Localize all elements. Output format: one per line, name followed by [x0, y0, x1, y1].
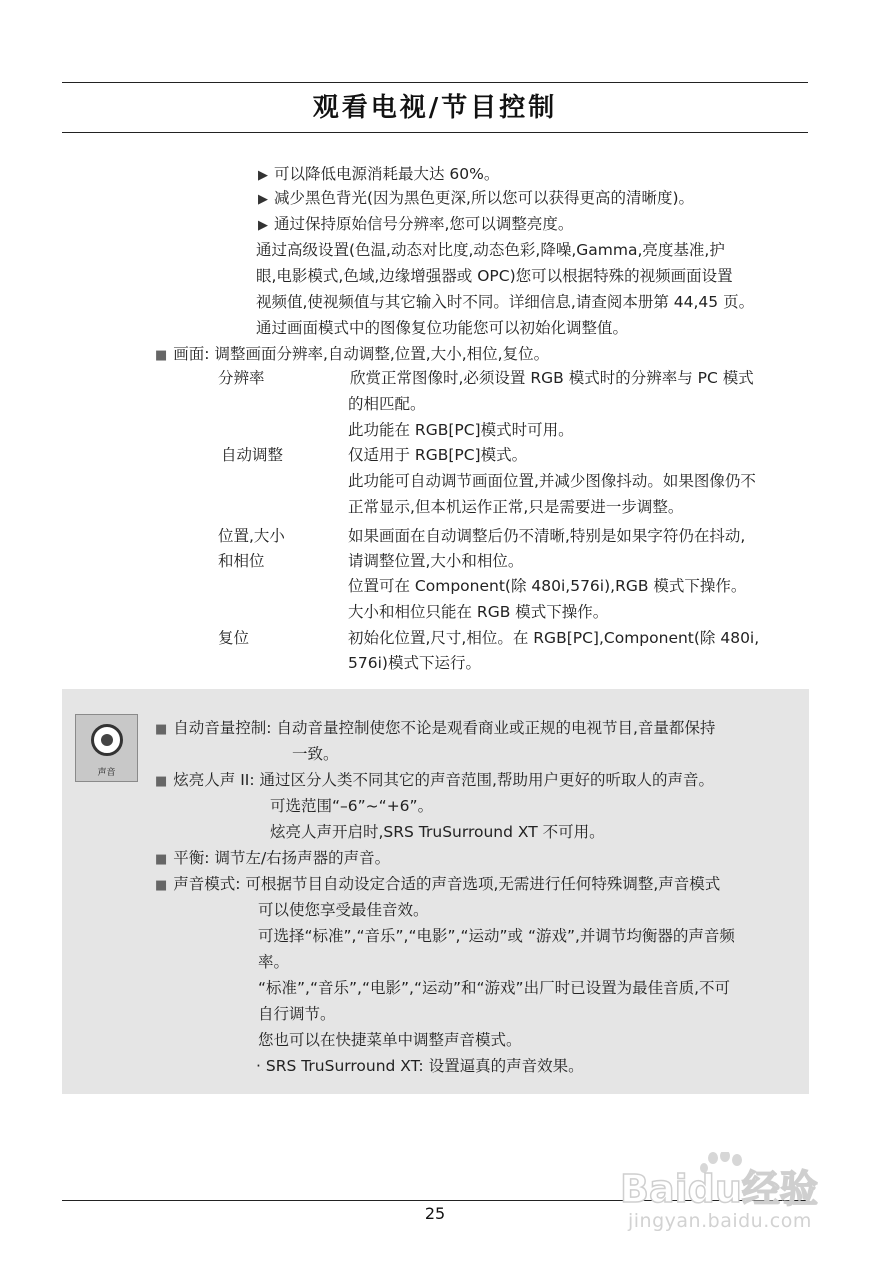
page-title: 观看电视/节目控制	[312, 93, 558, 123]
clear-voice-item: ■ 炫亮人声 II: 通过区分人类不同其它的声音范围,帮助用户更好的听取人的声音。	[155, 771, 714, 789]
clear-voice-line: 可选范围“–6”~“+6”。	[270, 797, 434, 815]
triangle-bullet-icon: ▶	[258, 192, 268, 207]
position-term: 位置,大小	[218, 527, 285, 545]
intro-paragraph-line: 视频值,使视频值与其它输入时不同。详细信息,请查阅本册第 44,45 页。	[256, 293, 755, 311]
sound-mode-line: 您也可以在快捷菜单中调整声音模式。	[258, 1031, 522, 1049]
triangle-bullet-icon: ▶	[258, 168, 268, 183]
position-desc-line: 大小和相位只能在 RGB 模式下操作。	[348, 603, 609, 621]
position-desc-line: 如果画面在自动调整后仍不清晰,特别是如果字符仍在抖动,	[348, 527, 746, 545]
intro-paragraph-line: 眼,电影模式,色域,边缘增强器或 OPC)您可以根据特殊的视频画面设置	[256, 267, 733, 285]
clear-voice-line: 炫亮人声开启时,SRS TruSurround XT 不可用。	[270, 823, 605, 841]
sound-mode-line: 自行调节。	[258, 1005, 336, 1023]
triangle-bullet-icon: ▶	[258, 218, 268, 233]
picture-heading: ■ 画面: 调整画面分辨率,自动调整,位置,大小,相位,复位。	[155, 345, 550, 363]
top-rule	[62, 82, 808, 83]
auto-adjust-desc-line: 此功能可自动调节画面位置,并减少图像抖动。如果图像仍不	[348, 472, 756, 490]
intro-bullet: ▶ 减少黑色背光(因为黑色更深,所以您可以获得更高的清晰度)。	[258, 189, 695, 207]
auto-adjust-desc-line: 仅适用于 RGB[PC]模式。	[348, 446, 528, 464]
square-bullet-icon: ■	[155, 774, 168, 789]
speaker-cone	[91, 724, 123, 756]
auto-adjust-term: 自动调整	[221, 446, 284, 464]
sound-mode-line: · SRS TruSurround XT: 设置逼真的声音效果。	[256, 1057, 584, 1075]
intro-paragraph-line: 通过画面模式中的图像复位功能您可以初始化调整值。	[256, 319, 629, 337]
square-bullet-icon: ■	[155, 878, 168, 893]
square-bullet-icon: ■	[155, 852, 168, 867]
page-number: 25	[424, 1204, 446, 1223]
sound-mode-line: 可选择“标准”,“音乐”,“电影”,“运动”或 “游戏”,并调节均衡器的声音频	[258, 927, 735, 945]
title-rule	[62, 132, 808, 133]
sound-mode-line: 率。	[258, 953, 290, 971]
intro-bullet: ▶ 通过保持原始信号分辨率,您可以调整亮度。	[258, 215, 574, 233]
sound-mode-item: ■ 声音模式: 可根据节目自动设定合适的声音选项,无需进行任何特殊调整,声音模式	[155, 875, 721, 893]
auto-volume-line: 一致。	[292, 745, 339, 763]
balance-item: ■ 平衡: 调节左/右扬声器的声音。	[155, 849, 391, 867]
auto-adjust-desc-line: 正常显示,但本机运作正常,只是需要进一步调整。	[348, 498, 684, 516]
baidu-watermark-url: jingyan.baidu.com	[628, 1210, 812, 1232]
baidu-watermark-logo	[618, 1152, 818, 1208]
reset-desc-line: 576i)模式下运行。	[348, 654, 481, 672]
baidu-watermark-text: Baidu经验	[620, 1167, 818, 1208]
sound-mode-line: “标准”,“音乐”,“电影”,“运动”和“游戏”出厂时已设置为最佳音质,不可	[258, 979, 731, 997]
square-bullet-icon: ■	[155, 348, 168, 363]
intro-paragraph-line: 通过高级设置(色温,动态对比度,动态色彩,降噪,Gamma,亮度基准,护	[256, 241, 725, 259]
speaker-icon	[75, 714, 138, 782]
reset-desc-line: 初始化位置,尺寸,相位。在 RGB[PC],Component(除 480i,	[348, 629, 760, 647]
resolution-desc-line: 此功能在 RGB[PC]模式时可用。	[348, 421, 574, 439]
resolution-desc-line: 欣赏正常图像时,必须设置 RGB 模式时的分辨率与 PC 模式	[350, 369, 754, 387]
reset-term: 复位	[218, 629, 250, 647]
speaker-icon-label: 声音	[97, 768, 116, 778]
position-desc-line: 位置可在 Component(除 480i,576i),RGB 模式下操作。	[348, 577, 747, 595]
resolution-term: 分辨率	[218, 369, 265, 387]
sound-mode-line: 可以使您享受最佳音效。	[258, 901, 429, 919]
square-bullet-icon: ■	[155, 722, 168, 737]
position-term: 和相位	[218, 552, 265, 570]
auto-volume-item: ■ 自动音量控制: 自动音量控制使您不论是观看商业或正规的电视节目,音量都保持	[155, 719, 716, 737]
resolution-desc-line: 的相匹配。	[348, 395, 426, 413]
intro-bullet: ▶ 可以降低电源消耗最大达 60%。	[258, 165, 500, 183]
position-desc-line: 请调整位置,大小和相位。	[348, 552, 524, 570]
